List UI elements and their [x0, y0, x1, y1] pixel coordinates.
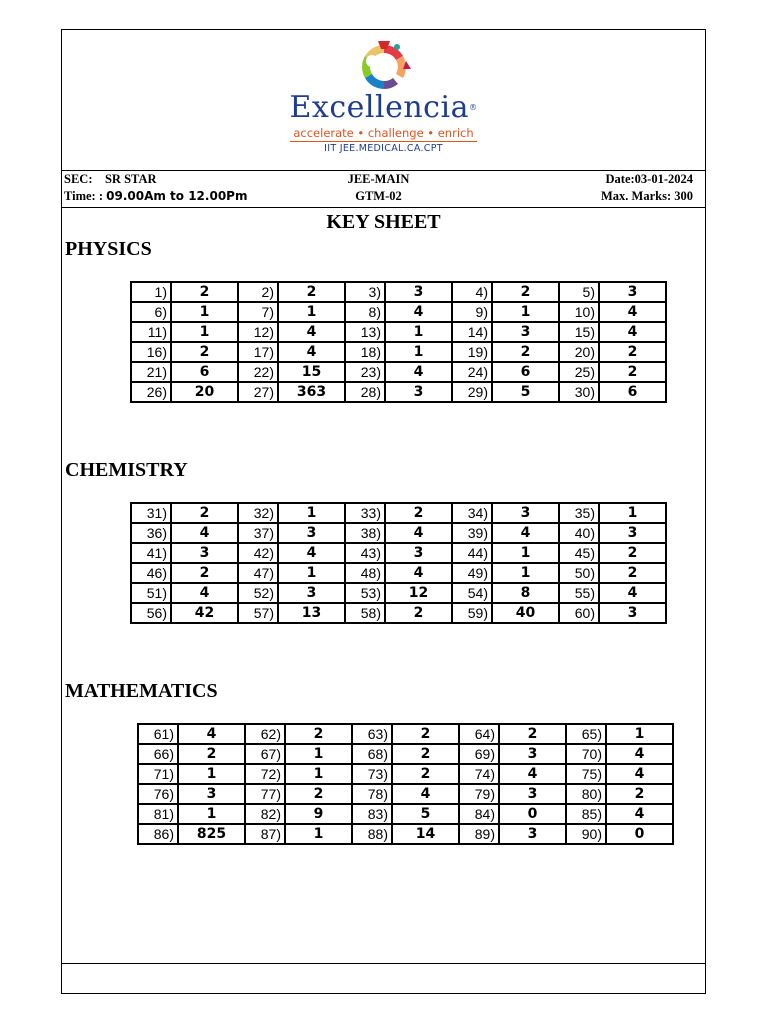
question-number: 6)	[131, 302, 171, 322]
answer-key: 3	[278, 583, 345, 603]
question-number: 23)	[345, 362, 385, 382]
question-number: 36)	[131, 523, 171, 543]
answer-key: 2	[392, 744, 459, 764]
question-number: 43)	[345, 543, 385, 563]
question-number: 72)	[245, 764, 285, 784]
answer-key: 40	[492, 603, 559, 623]
answer-key: 1	[285, 744, 352, 764]
table-row	[138, 764, 673, 784]
question-number: 85)	[566, 804, 606, 824]
answer-key: 2	[171, 503, 238, 523]
question-number: 76)	[138, 784, 178, 804]
question-number: 38)	[345, 523, 385, 543]
answer-key: 1	[385, 342, 452, 362]
question-number: 3)	[345, 282, 385, 302]
question-number: 40)	[559, 523, 599, 543]
question-number: 16)	[131, 342, 171, 362]
section-title-mathematics: MATHEMATICS	[65, 680, 218, 702]
answer-key: 1	[285, 764, 352, 784]
swirl-logo-icon	[356, 40, 412, 92]
table-row	[131, 603, 666, 623]
question-number: 26)	[131, 382, 171, 402]
mathematics-key-table	[137, 723, 674, 845]
answer-key: 0	[499, 804, 566, 824]
answer-key: 2	[171, 342, 238, 362]
question-number: 77)	[245, 784, 285, 804]
footer-rule	[62, 963, 705, 964]
answer-key: 825	[178, 824, 245, 844]
answer-key: 3	[499, 744, 566, 764]
answer-key: 1	[178, 804, 245, 824]
question-number: 67)	[245, 744, 285, 764]
answer-key: 5	[392, 804, 459, 824]
answer-key: 3	[178, 784, 245, 804]
answer-key: 1	[278, 302, 345, 322]
answer-key: 6	[171, 362, 238, 382]
table-row	[131, 503, 666, 523]
answer-key: 1	[171, 302, 238, 322]
answer-key: 3	[499, 824, 566, 844]
brand-header	[62, 40, 705, 156]
question-number: 63)	[352, 724, 392, 744]
answer-key: 3	[599, 282, 666, 302]
question-number: 89)	[459, 824, 499, 844]
answer-key: 3	[171, 543, 238, 563]
answer-key: 3	[278, 523, 345, 543]
answer-key: 1	[492, 543, 559, 563]
question-number: 39)	[452, 523, 492, 543]
question-number: 74)	[459, 764, 499, 784]
answer-key: 2	[385, 603, 452, 623]
question-number: 51)	[131, 583, 171, 603]
question-number: 12)	[238, 322, 278, 342]
table-row	[138, 804, 673, 824]
question-number: 59)	[452, 603, 492, 623]
answer-key: 2	[599, 342, 666, 362]
answer-key: 2	[599, 543, 666, 563]
answer-key: 20	[171, 382, 238, 402]
answer-key: 2	[285, 724, 352, 744]
answer-key: 4	[178, 724, 245, 744]
answer-key: 2	[385, 503, 452, 523]
answer-key: 0	[606, 824, 673, 844]
table-row	[131, 583, 666, 603]
answer-key: 2	[278, 282, 345, 302]
answer-key: 4	[278, 342, 345, 362]
section-title-physics: PHYSICS	[65, 238, 152, 260]
exam-name: JEE-MAIN	[347, 172, 410, 186]
question-number: 37)	[238, 523, 278, 543]
table-row	[131, 342, 666, 362]
question-number: 28)	[345, 382, 385, 402]
table-row	[138, 824, 673, 844]
question-number: 30)	[559, 382, 599, 402]
question-number: 20)	[559, 342, 599, 362]
question-number: 79)	[459, 784, 499, 804]
question-number: 25)	[559, 362, 599, 382]
question-number: 78)	[352, 784, 392, 804]
question-number: 31)	[131, 503, 171, 523]
question-number: 61)	[138, 724, 178, 744]
question-number: 18)	[345, 342, 385, 362]
table-row	[131, 382, 666, 402]
answer-key: 2	[392, 724, 459, 744]
answer-key: 3	[385, 382, 452, 402]
answer-key: 1	[285, 824, 352, 844]
question-number: 57)	[238, 603, 278, 623]
answer-key: 4	[599, 583, 666, 603]
question-number: 62)	[245, 724, 285, 744]
question-number: 68)	[352, 744, 392, 764]
table-row	[138, 724, 673, 744]
time-info: Time: : 09.00Am to 12.00Pm	[64, 189, 248, 203]
header-top-rule	[62, 170, 705, 171]
answer-key: 2	[606, 784, 673, 804]
question-number: 52)	[238, 583, 278, 603]
answer-key: 4	[599, 302, 666, 322]
brand-subtitle: IIT JEE.MEDICAL.CA.CPT	[324, 143, 443, 154]
answer-key: 3	[599, 523, 666, 543]
question-number: 81)	[138, 804, 178, 824]
question-number: 55)	[559, 583, 599, 603]
question-number: 27)	[238, 382, 278, 402]
answer-key: 8	[492, 583, 559, 603]
section-info: SEC: SR STAR	[64, 172, 157, 186]
question-number: 64)	[459, 724, 499, 744]
answer-key: 1	[599, 503, 666, 523]
answer-key: 2	[392, 764, 459, 784]
answer-key: 4	[385, 302, 452, 322]
answer-key: 4	[171, 523, 238, 543]
question-number: 70)	[566, 744, 606, 764]
answer-key: 4	[606, 744, 673, 764]
table-row	[131, 523, 666, 543]
section-title-chemistry: CHEMISTRY	[65, 459, 188, 481]
question-number: 34)	[452, 503, 492, 523]
question-number: 45)	[559, 543, 599, 563]
exam-date: Date:03-01-2024	[605, 172, 693, 186]
question-number: 35)	[559, 503, 599, 523]
question-number: 82)	[245, 804, 285, 824]
question-number: 41)	[131, 543, 171, 563]
table-row	[131, 282, 666, 302]
answer-key: 4	[606, 804, 673, 824]
question-number: 19)	[452, 342, 492, 362]
question-number: 10)	[559, 302, 599, 322]
answer-key: 3	[499, 784, 566, 804]
question-number: 49)	[452, 563, 492, 583]
answer-key: 1	[492, 302, 559, 322]
table-row	[138, 744, 673, 764]
answer-key: 1	[178, 764, 245, 784]
question-number: 87)	[245, 824, 285, 844]
question-number: 5)	[559, 282, 599, 302]
question-number: 2)	[238, 282, 278, 302]
table-row	[131, 563, 666, 583]
question-number: 65)	[566, 724, 606, 744]
question-number: 71)	[138, 764, 178, 784]
question-number: 11)	[131, 322, 171, 342]
answer-key: 6	[492, 362, 559, 382]
question-number: 1)	[131, 282, 171, 302]
answer-key: 2	[178, 744, 245, 764]
question-number: 44)	[452, 543, 492, 563]
question-number: 90)	[566, 824, 606, 844]
answer-key: 363	[278, 382, 345, 402]
answer-key: 4	[385, 362, 452, 382]
answer-key: 3	[385, 543, 452, 563]
answer-key: 2	[285, 784, 352, 804]
question-number: 88)	[352, 824, 392, 844]
test-code: GTM-02	[355, 189, 402, 203]
question-number: 58)	[345, 603, 385, 623]
answer-key: 4	[278, 322, 345, 342]
question-number: 60)	[559, 603, 599, 623]
question-number: 24)	[452, 362, 492, 382]
question-number: 50)	[559, 563, 599, 583]
answer-key: 1	[492, 563, 559, 583]
answer-key: 12	[385, 583, 452, 603]
physics-key-table	[130, 281, 667, 403]
chemistry-key-table	[130, 502, 667, 624]
question-number: 42)	[238, 543, 278, 563]
table-row	[131, 543, 666, 563]
question-number: 66)	[138, 744, 178, 764]
answer-key: 2	[599, 563, 666, 583]
question-number: 83)	[352, 804, 392, 824]
answer-key: 4	[171, 583, 238, 603]
answer-key: 42	[171, 603, 238, 623]
question-number: 15)	[559, 322, 599, 342]
question-number: 48)	[345, 563, 385, 583]
question-number: 46)	[131, 563, 171, 583]
brand-name: Excellencia®	[289, 90, 478, 125]
table-row	[138, 784, 673, 804]
answer-key: 4	[385, 563, 452, 583]
question-number: 33)	[345, 503, 385, 523]
question-number: 13)	[345, 322, 385, 342]
question-number: 69)	[459, 744, 499, 764]
question-number: 32)	[238, 503, 278, 523]
answer-key: 3	[385, 282, 452, 302]
answer-key: 1	[278, 503, 345, 523]
answer-key: 2	[171, 563, 238, 583]
question-number: 47)	[238, 563, 278, 583]
question-number: 75)	[566, 764, 606, 784]
answer-key: 6	[599, 382, 666, 402]
question-number: 53)	[345, 583, 385, 603]
table-row	[131, 302, 666, 322]
answer-key: 1	[385, 322, 452, 342]
answer-key: 14	[392, 824, 459, 844]
question-number: 73)	[352, 764, 392, 784]
question-number: 84)	[459, 804, 499, 824]
table-row	[131, 362, 666, 382]
max-marks: Max. Marks: 300	[601, 189, 693, 203]
answer-key: 3	[599, 603, 666, 623]
answer-key: 2	[492, 342, 559, 362]
table-row	[131, 322, 666, 342]
question-number: 8)	[345, 302, 385, 322]
question-number: 56)	[131, 603, 171, 623]
question-number: 86)	[138, 824, 178, 844]
question-number: 29)	[452, 382, 492, 402]
question-number: 54)	[452, 583, 492, 603]
question-number: 7)	[238, 302, 278, 322]
question-number: 9)	[452, 302, 492, 322]
answer-key: 4	[599, 322, 666, 342]
answer-key: 4	[392, 784, 459, 804]
answer-key: 1	[606, 724, 673, 744]
answer-key: 4	[606, 764, 673, 784]
answer-key: 15	[278, 362, 345, 382]
answer-key: 9	[285, 804, 352, 824]
answer-key: 4	[499, 764, 566, 784]
page-frame	[61, 29, 706, 994]
question-number: 14)	[452, 322, 492, 342]
answer-key: 2	[599, 362, 666, 382]
answer-key: 3	[492, 503, 559, 523]
brand-tagline: accelerate • challenge • enrich	[290, 126, 476, 142]
question-number: 4)	[452, 282, 492, 302]
answer-key: 1	[171, 322, 238, 342]
answer-key: 2	[171, 282, 238, 302]
answer-key: 5	[492, 382, 559, 402]
answer-key: 3	[492, 322, 559, 342]
answer-key: 13	[278, 603, 345, 623]
key-sheet-title: KEY SHEET	[326, 211, 441, 233]
question-number: 17)	[238, 342, 278, 362]
answer-key: 4	[278, 543, 345, 563]
answer-key: 2	[499, 724, 566, 744]
header-bottom-rule	[62, 207, 705, 208]
answer-key: 4	[385, 523, 452, 543]
answer-key: 4	[492, 523, 559, 543]
answer-key: 2	[492, 282, 559, 302]
answer-key: 1	[278, 563, 345, 583]
question-number: 21)	[131, 362, 171, 382]
question-number: 22)	[238, 362, 278, 382]
question-number: 80)	[566, 784, 606, 804]
